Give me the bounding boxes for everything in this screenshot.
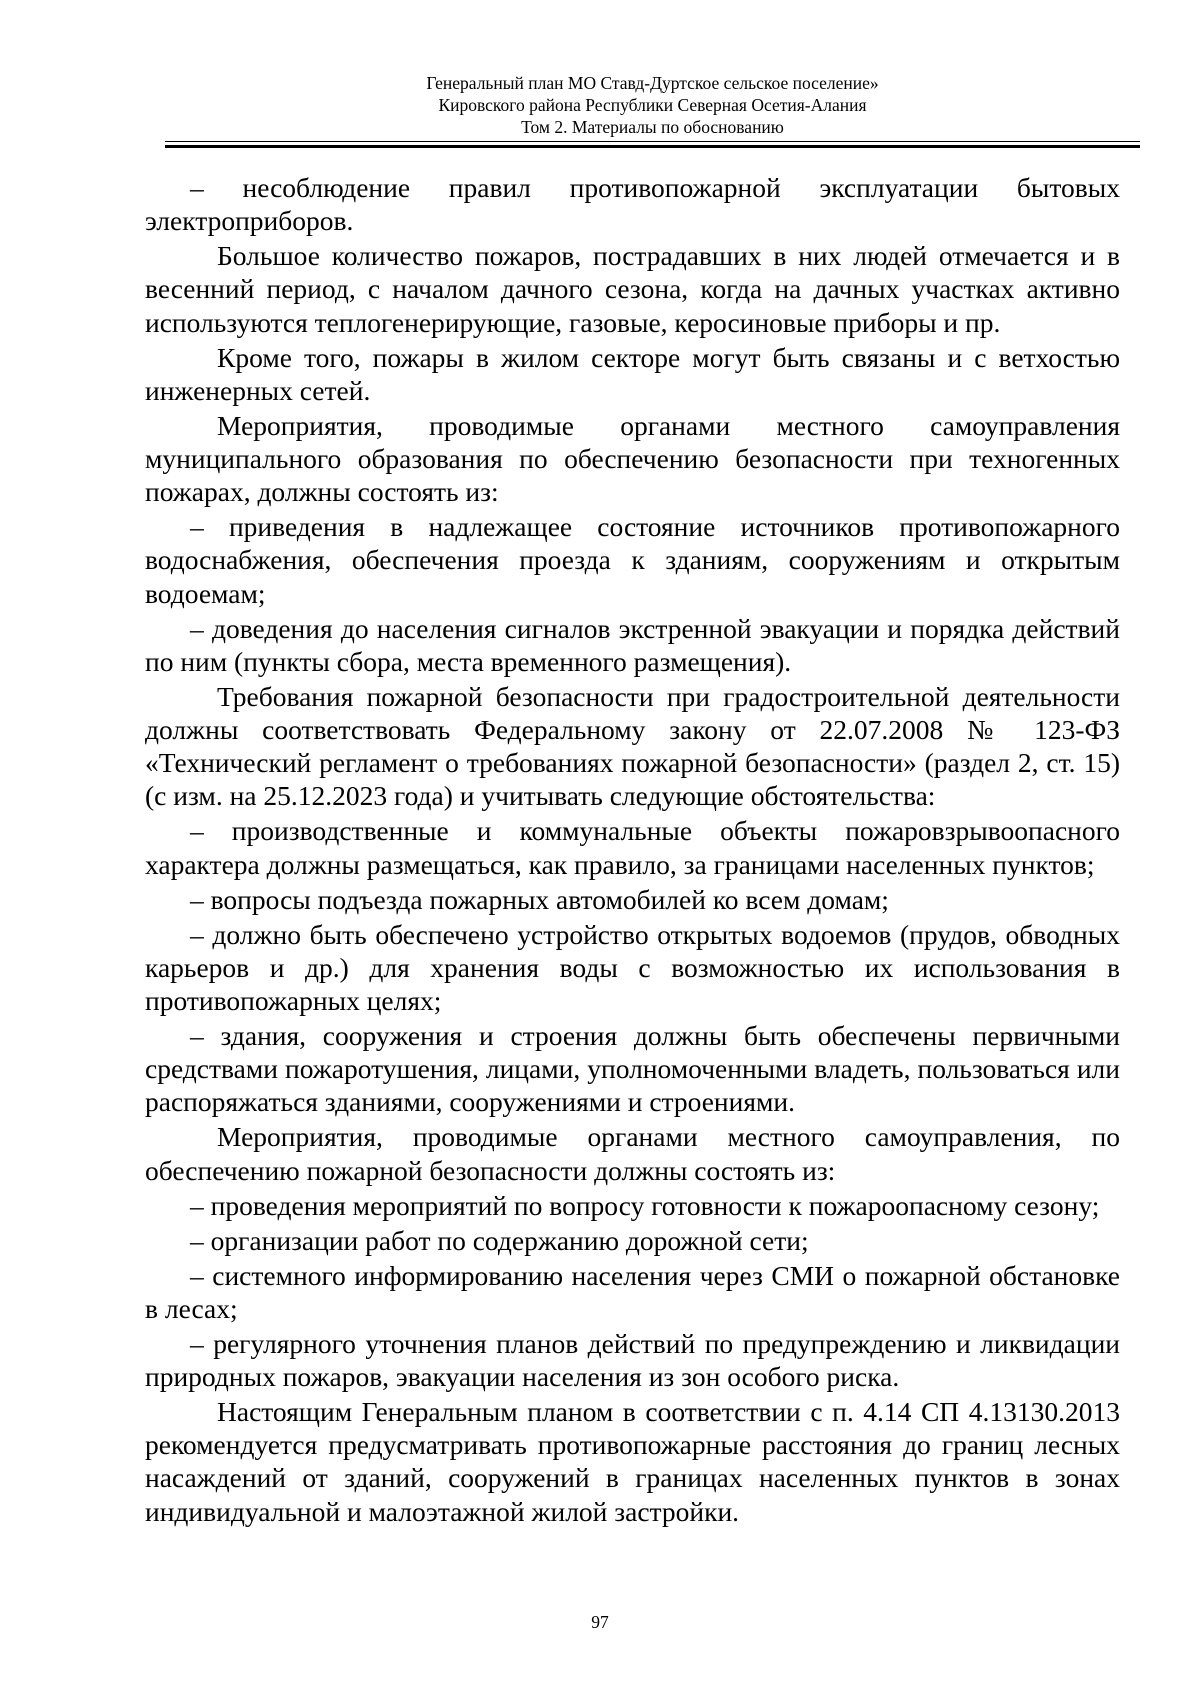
paragraph: Мероприятия, проводимые органами местного самоуправления муниципального образования по обеспечению безопасности при техногенных пожарах, должны состоять из: <box>145 409 1120 508</box>
header-line-2: Кировского района Республики Северная Осетия-Алания <box>438 95 867 115</box>
paragraph: – проведения мероприятий по вопросу готовности к пожароопасному сезону; <box>190 1189 1100 1221</box>
paragraph: – здания, сооружения и строения должны быть обеспечены первичными средствами пожаротушения, лицами, уполномоченными владеть, пользоваться или распоряжаться зданиями, сооружениями и строениями. <box>145 1020 1120 1118</box>
page-number: 97 <box>591 1612 609 1632</box>
paragraph: – приведения в надлежащее состояние источников противопожарного водоснабжения, обеспечения проезда к зданиям, сооружениям и открытым водоемам; <box>145 511 1120 609</box>
paragraph: Требования пожарной безопасности при градостроительной деятельности должны соответствовать Федеральному закону от 22.07.2008 № 123-ФЗ «Технический регламент о требованиях пожарной безопасности» (раздел 2, ст. 15) (с изм. на 25.12.2023 года) и учитывать следующие обстоятельства: <box>145 680 1120 812</box>
paragraph: Настоящим Генеральным планом в соответствии с п. 4.14 СП 4.13130.2013 рекомендуется предусматривать противопожарные расстояния до границ лесных насаждений от зданий, сооружений в границах населенных пунктов в зонах индивидуальной и малоэтажной жилой застройки. <box>145 1396 1120 1527</box>
paragraph: – системного информированию населения через СМИ о пожарной обстановке в лесах; <box>145 1259 1120 1324</box>
body-text <box>145 171 1120 1530</box>
header-line-3: Том 2. Материалы по обоснованию <box>521 117 784 137</box>
paragraph: Мероприятия, проводимые органами местного самоуправления, по обеспечению пожарной безопасности должны состоять из: <box>145 1121 1120 1186</box>
header-rule-thick <box>165 145 1140 148</box>
header-rule-thin <box>165 141 1140 142</box>
paragraph: – несоблюдение правил противопожарной эксплуатации бытовых электроприборов. <box>145 172 1120 237</box>
paragraph: Большое количество пожаров, пострадавших в них людей отмечается и в весенний период, с началом дачного сезона, когда на дачных участках активно используются теплогенерирующие, газовые, керосиновые приборы и пр. <box>145 240 1120 338</box>
paragraph: – доведения до населения сигналов экстренной эвакуации и порядка действий по ним (пункты сбора, места временного размещения). <box>145 612 1120 677</box>
page-header <box>165 72 1140 138</box>
paragraph: – вопросы подъезда пожарных автомобилей ко всем домам; <box>190 883 889 915</box>
paragraph: – производственные и коммунальные объекты пожаровзрывоопасного характера должны размещаться, как правило, за границами населенных пунктов; <box>145 815 1120 880</box>
paragraph: Кроме того, пожары в жилом секторе могут быть связаны и с ветхостью инженерных сетей. <box>145 341 1120 406</box>
header-line-1: Генеральный план МО Ставд-Дуртское сельское поселение» <box>426 73 879 93</box>
paragraph: – регулярного уточнения планов действий по предупреждению и ликвидации природных пожаров, эвакуации населения из зон особого риска. <box>145 1327 1120 1393</box>
paragraph: – должно быть обеспечено устройство открытых водоемов (прудов, обводных карьеров и др.) для хранения воды с возможностью их использования в противопожарных целях; <box>145 918 1120 1017</box>
paragraph: – организации работ по содержанию дорожной сети; <box>190 1224 809 1256</box>
